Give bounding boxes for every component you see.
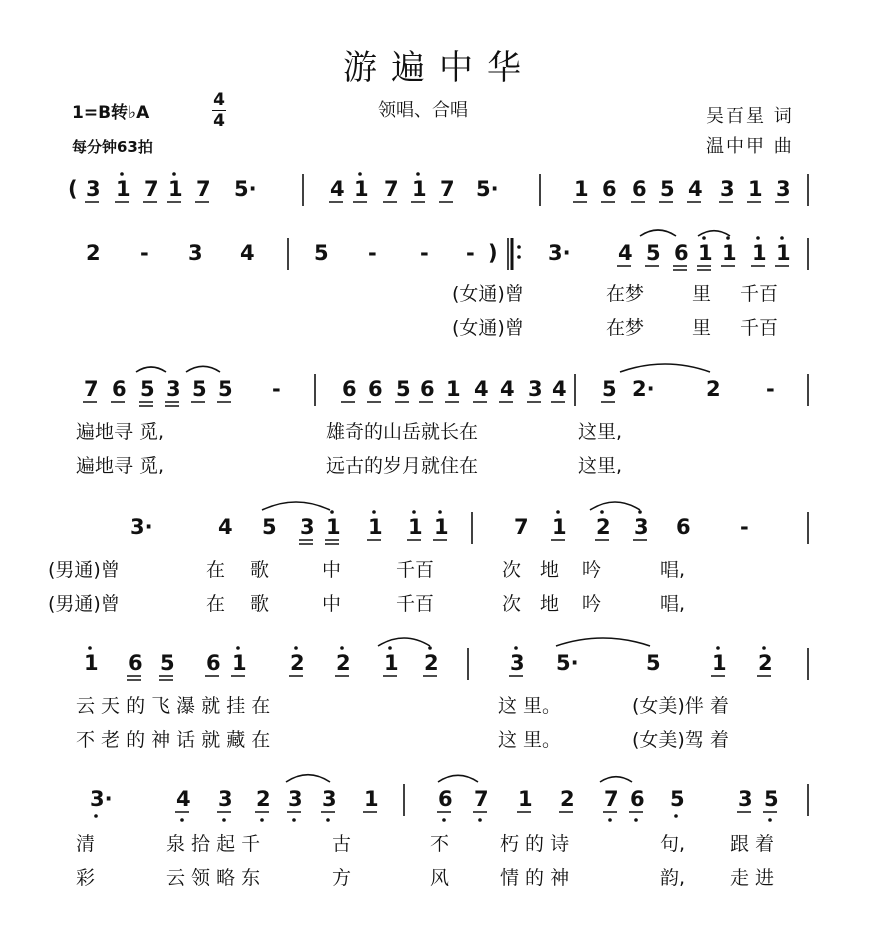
- tie-slur: [698, 231, 730, 236]
- tie-slur: [438, 775, 478, 782]
- note: 1: [326, 515, 341, 539]
- lyric-text: 跟 着: [730, 833, 775, 855]
- low-octave-dot: [634, 818, 638, 822]
- note: 5: [160, 651, 175, 675]
- lyric-text: 地: [540, 593, 560, 615]
- lyric-text: 地: [540, 559, 560, 581]
- tie-slur: [286, 775, 330, 782]
- lyric-text: 彩: [76, 867, 96, 889]
- lyric-text: 古: [332, 833, 352, 855]
- note: 3: [188, 241, 203, 265]
- note: 4: [218, 515, 233, 539]
- note: 3: [634, 515, 649, 539]
- composer-credit: 温中甲 曲: [706, 136, 794, 157]
- low-octave-dot: [326, 818, 330, 822]
- lyric-text: 次: [502, 593, 522, 615]
- high-octave-dot: [702, 236, 706, 240]
- note: 7: [474, 787, 489, 811]
- song-title: 游遍中华: [343, 48, 535, 88]
- note: 6: [438, 787, 453, 811]
- note: -: [740, 515, 749, 539]
- lyric-text: 在: [206, 593, 226, 615]
- note: 5: [314, 241, 329, 265]
- note: 5: [396, 377, 411, 401]
- note: 1: [412, 177, 427, 201]
- note: 5·: [556, 651, 579, 675]
- time-top: 4: [213, 90, 225, 110]
- note: -: [466, 241, 475, 265]
- note: 7: [84, 377, 99, 401]
- lyric-text: 风: [430, 867, 450, 889]
- lyric-text: 遍地寻 觅,: [76, 421, 165, 443]
- note: 1: [574, 177, 589, 201]
- note: 3·: [90, 787, 113, 811]
- note: -: [420, 241, 429, 265]
- note: 1: [446, 377, 461, 401]
- note: ): [488, 241, 498, 265]
- lyric-text: 在梦: [606, 283, 645, 305]
- note: 6: [112, 377, 127, 401]
- lyric-text: 中: [322, 559, 342, 581]
- note: 1: [698, 241, 713, 265]
- tie-slur: [590, 502, 640, 510]
- note: 5: [646, 241, 661, 265]
- high-octave-dot: [716, 646, 720, 650]
- tie-slur: [556, 638, 650, 646]
- lyric-text: (女通)曾: [452, 317, 524, 339]
- note: 6: [632, 177, 647, 201]
- lyric-text: 这 里。: [498, 729, 562, 751]
- note: 5: [140, 377, 155, 401]
- note: -: [140, 241, 149, 265]
- key-label: 1=B转: [72, 103, 129, 123]
- note: 4: [618, 241, 633, 265]
- note: 1: [116, 177, 131, 201]
- lyric-text: 云 领 略 东: [166, 867, 261, 889]
- note: 6: [630, 787, 645, 811]
- note: 2: [596, 515, 611, 539]
- note: 6: [676, 515, 691, 539]
- note: 1: [368, 515, 383, 539]
- low-octave-dot: [94, 814, 98, 818]
- note: 3·: [548, 241, 571, 265]
- note: 6: [206, 651, 221, 675]
- high-octave-dot: [294, 646, 298, 650]
- high-octave-dot: [340, 646, 344, 650]
- high-octave-dot: [514, 646, 518, 650]
- note: 3: [738, 787, 753, 811]
- note: 1: [518, 787, 533, 811]
- tempo-marking: 每分钟63拍: [72, 138, 153, 156]
- lyric-text: 在梦: [606, 317, 645, 339]
- note: 4: [240, 241, 255, 265]
- lyric-text: 唱,: [660, 559, 686, 581]
- note: 3: [86, 177, 101, 201]
- note: 5: [192, 377, 207, 401]
- note: 7: [440, 177, 455, 201]
- high-octave-dot: [236, 646, 240, 650]
- note: -: [766, 377, 775, 401]
- note: 3·: [130, 515, 153, 539]
- lyric-text: 千百: [740, 317, 779, 339]
- lyric-text: 歌: [250, 559, 270, 581]
- note: 3: [166, 377, 181, 401]
- high-octave-dot: [88, 646, 92, 650]
- lyric-text: 千百: [740, 283, 779, 305]
- note: 1: [408, 515, 423, 539]
- note: 5·: [234, 177, 257, 201]
- note: 6: [420, 377, 435, 401]
- note: 1: [84, 651, 99, 675]
- note: 3: [720, 177, 735, 201]
- note: 4: [688, 177, 703, 201]
- high-octave-dot: [358, 172, 362, 176]
- note: 1: [748, 177, 763, 201]
- tie-slur: [640, 230, 676, 236]
- low-octave-dot: [768, 818, 772, 822]
- note: 3: [510, 651, 525, 675]
- lyric-text: 唱,: [660, 593, 686, 615]
- low-octave-dot: [478, 818, 482, 822]
- lyric-text: 云 天 的 飞 瀑 就 挂 在: [76, 695, 271, 717]
- high-octave-dot: [600, 510, 604, 514]
- high-octave-dot: [120, 172, 124, 176]
- flat-sign: ♭: [128, 103, 137, 123]
- note: 7: [604, 787, 619, 811]
- note: 7: [384, 177, 399, 201]
- note: 1: [364, 787, 379, 811]
- note: 5: [646, 651, 661, 675]
- high-octave-dot: [428, 646, 432, 650]
- tie-slur: [186, 366, 220, 372]
- note: 2: [256, 787, 271, 811]
- lyric-text: 次: [502, 559, 522, 581]
- lyric-text: 方: [332, 867, 352, 889]
- tie-slur: [262, 502, 330, 510]
- lyric-text: (男通)曾: [48, 593, 120, 615]
- note: 3: [288, 787, 303, 811]
- note: 4: [176, 787, 191, 811]
- note: -: [368, 241, 377, 265]
- tie-slur: [378, 638, 430, 646]
- note: 1: [232, 651, 247, 675]
- note: 1: [384, 651, 399, 675]
- note: 1: [168, 177, 183, 201]
- lyric-text: (女通)曾: [452, 283, 524, 305]
- high-octave-dot: [416, 172, 420, 176]
- note: 1: [752, 241, 767, 265]
- lyric-text: 远古的岁月就住在: [326, 455, 479, 477]
- note: 3: [322, 787, 337, 811]
- note: 5·: [476, 177, 499, 201]
- note: -: [272, 377, 281, 401]
- lyric-text: 吟: [582, 559, 602, 581]
- note: 1: [434, 515, 449, 539]
- lyric-text: 不: [430, 833, 450, 855]
- lyric-text: 雄奇的山岳就长在: [326, 421, 479, 443]
- note: 2: [758, 651, 773, 675]
- lyric-text: 清: [76, 833, 96, 855]
- repeat-dot: [517, 245, 521, 249]
- tie-slur: [620, 364, 710, 372]
- low-octave-dot: [222, 818, 226, 822]
- note: 2: [86, 241, 101, 265]
- note: 1: [712, 651, 727, 675]
- high-octave-dot: [556, 510, 560, 514]
- note: 7: [514, 515, 529, 539]
- note: 1: [722, 241, 737, 265]
- high-octave-dot: [638, 510, 642, 514]
- note: 7: [144, 177, 159, 201]
- low-octave-dot: [180, 818, 184, 822]
- lyric-text: 这 里。: [498, 695, 562, 717]
- note: 6: [674, 241, 689, 265]
- lyric-text: 千百: [396, 559, 435, 581]
- note: 3: [776, 177, 791, 201]
- note: 1: [776, 241, 791, 265]
- lyric-text: (女美)驾 着: [632, 729, 729, 751]
- lyric-text: 这里,: [578, 455, 623, 477]
- note: 5: [218, 377, 233, 401]
- low-octave-dot: [292, 818, 296, 822]
- lyric-text: (女美)伴 着: [632, 695, 729, 717]
- note: 2: [560, 787, 575, 811]
- repeat-dot: [517, 255, 521, 259]
- lyric-text: 里: [692, 283, 712, 305]
- high-octave-dot: [388, 646, 392, 650]
- note: 3: [528, 377, 543, 401]
- note: 2: [706, 377, 721, 401]
- lyric-text: 朽 的 诗: [500, 833, 570, 855]
- high-octave-dot: [412, 510, 416, 514]
- note: 5: [764, 787, 779, 811]
- note: 4: [552, 377, 567, 401]
- performance-note: 领唱、合唱: [378, 100, 468, 121]
- note: 5: [670, 787, 685, 811]
- tie-slur: [600, 777, 632, 782]
- note: 6: [368, 377, 383, 401]
- note: 7: [196, 177, 211, 201]
- low-octave-dot: [608, 818, 612, 822]
- lyric-text: 走 进: [730, 867, 775, 889]
- lyric-text: 在: [206, 559, 226, 581]
- high-octave-dot: [330, 510, 334, 514]
- lyric-text: 泉 拾 起 千: [166, 833, 261, 855]
- note: 4: [500, 377, 515, 401]
- low-octave-dot: [442, 818, 446, 822]
- note: 3: [300, 515, 315, 539]
- note: 2: [424, 651, 439, 675]
- note: 5: [602, 377, 617, 401]
- note: (: [68, 177, 78, 201]
- time-bottom: 4: [213, 111, 225, 131]
- note: 2·: [632, 377, 655, 401]
- low-octave-dot: [260, 818, 264, 822]
- lyric-text: 歌: [250, 593, 270, 615]
- lyric-text: (男通)曾: [48, 559, 120, 581]
- high-octave-dot: [372, 510, 376, 514]
- note: 5: [660, 177, 675, 201]
- note: 2: [336, 651, 351, 675]
- lyric-text: 千百: [396, 593, 435, 615]
- lyric-text: 不 老 的 神 话 就 藏 在: [76, 729, 271, 751]
- note: 4: [474, 377, 489, 401]
- lyric-text: 里: [692, 317, 712, 339]
- lyric-text: 中: [322, 593, 342, 615]
- note: 4: [330, 177, 345, 201]
- high-octave-dot: [726, 236, 730, 240]
- note: 3: [218, 787, 233, 811]
- lyric-text: 吟: [582, 593, 602, 615]
- lyricist-credit: 吴百星 词: [706, 106, 794, 127]
- low-octave-dot: [674, 814, 678, 818]
- high-octave-dot: [756, 236, 760, 240]
- note: 1: [354, 177, 369, 201]
- high-octave-dot: [172, 172, 176, 176]
- lyric-text: 这里,: [578, 421, 623, 443]
- high-octave-dot: [438, 510, 442, 514]
- lyric-text: 情 的 神: [500, 867, 570, 889]
- note: 5: [262, 515, 277, 539]
- lyric-text: 遍地寻 觅,: [76, 455, 165, 477]
- tie-slur: [136, 367, 166, 372]
- lyric-text: 句,: [660, 833, 686, 855]
- note: 2: [290, 651, 305, 675]
- note: 6: [342, 377, 357, 401]
- note: 6: [602, 177, 617, 201]
- high-octave-dot: [762, 646, 766, 650]
- note: 6: [128, 651, 143, 675]
- key-target: A: [136, 103, 150, 123]
- high-octave-dot: [780, 236, 784, 240]
- note: 1: [552, 515, 567, 539]
- lyric-text: 韵,: [660, 867, 686, 889]
